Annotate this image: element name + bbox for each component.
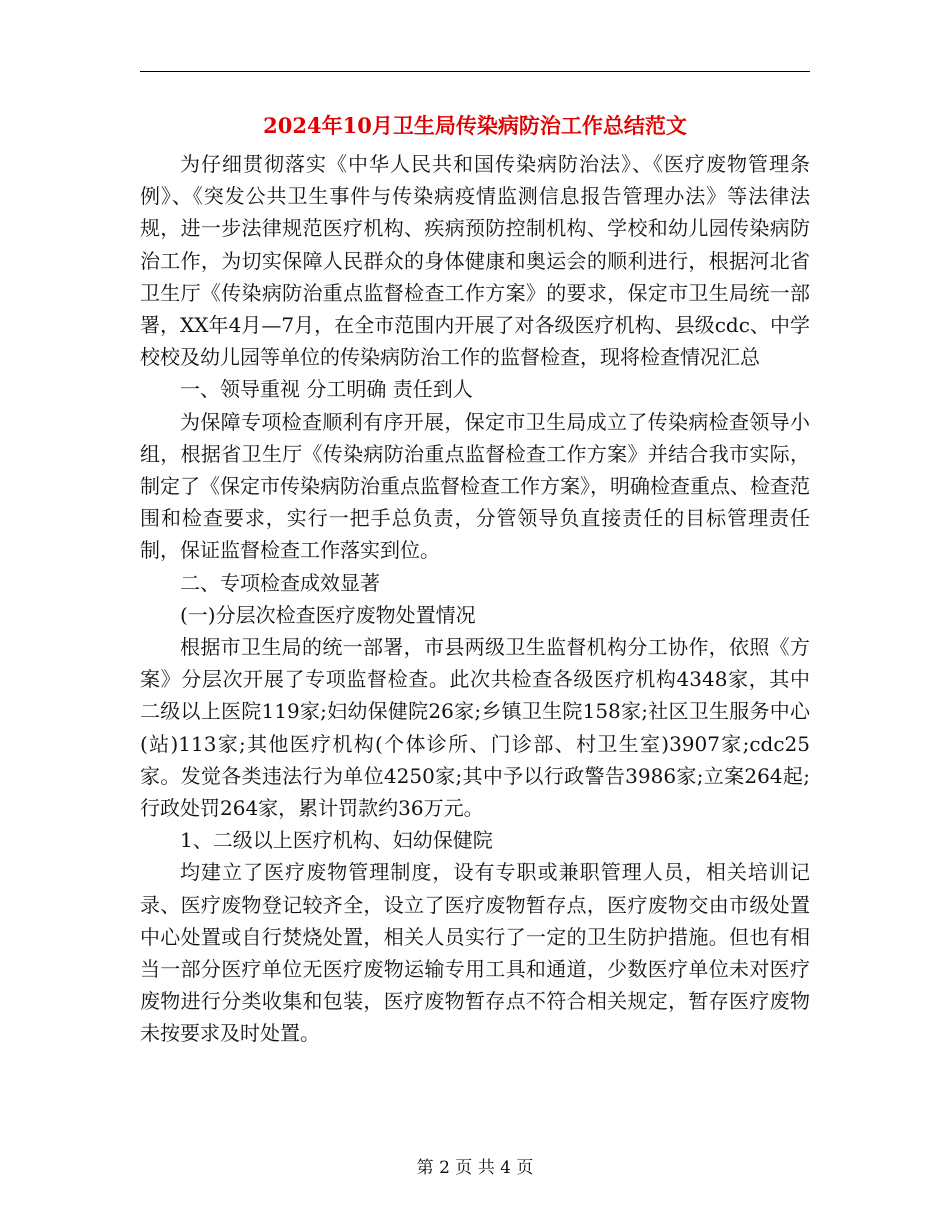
heading-item-1: 1、二级以上医疗机构、妇幼保健院 bbox=[180, 828, 493, 853]
document-body bbox=[140, 148, 810, 1050]
header-rule bbox=[140, 71, 810, 72]
paragraph-subsection-1: 根据市卫生局的统一部署，市县两级卫生监督机构分工协作，依照《方案》分层次开展了专项监督检查。此次共检查各级医疗机构4348家，其中二级以上医院119家;妇幼保健院26家;乡镇卫生院158家;社区卫生服务中心(站)113家;其他医疗机构(个体诊所、门诊部、村卫生室)3907家;cdc25家。发觉各类违法行为单位4250家;其中予以行政警告3986家;立案264起;行政处罚264家，累计罚款约36万元。 bbox=[140, 635, 810, 821]
page-number-footer: 第 2 页 共 4 页 bbox=[416, 1158, 534, 1178]
heading-section-1: 一、领导重视 分工明确 责任到人 bbox=[180, 377, 473, 402]
document-title: 2024年10月卫生局传染病防治工作总结范文 bbox=[263, 113, 687, 138]
paragraph-item-1: 均建立了医疗废物管理制度，设有专职或兼职管理人员，相关培训记录、医疗废物登记较齐全，设立了医疗废物暂存点，医疗废物交由市级处置中心处置或自行焚烧处置，相关人员实行了一定的卫生防护措施。但也有相当一部分医疗单位无医疗废物运输专用工具和通道，少数医疗单位未对医疗废物进行分类收集和包装，医疗废物暂存点不符合相关规定，暂存医疗废物未按要求及时处置。 bbox=[140, 860, 810, 1046]
heading-section-2: 二、专项检查成效显著 bbox=[180, 570, 380, 595]
paragraph-intro: 为仔细贯彻落实《中华人民共和国传染病防治法》、《医疗废物管理条例》、《突发公共卫生事件与传染病疫情监测信息报告管理办法》等法律法规，进一步法律规范医疗机构、疾病预防控制机构、学校和幼儿园传染病防治工作，为切实保障人民群众的身体健康和奥运会的顺利进行，根据河北省卫生厅《传染病防治重点监督检查工作方案》的要求，保定市卫生局统一部署，XX年4月—7月，在全市范围内开展了对各级医疗机构、县级cdc、中学校校及幼儿园等单位的传染病防治工作的监督检查，现将检查情况汇总 bbox=[140, 152, 810, 370]
paragraph-section-1: 为保障专项检查顺利有序开展，保定市卫生局成立了传染病检查领导小组，根据省卫生厅《传染病防治重点监督检查工作方案》并结合我市实际，制定了《保定市传染病防治重点监督检查工作方案》，明确检查重点、检查范围和检查要求，实行一把手总负责，分管领导负直接责任的目标管理责任制，保证监督检查工作落实到位。 bbox=[140, 409, 810, 563]
heading-subsection-1: (一)分层次检查医疗废物处置情况 bbox=[180, 602, 476, 627]
